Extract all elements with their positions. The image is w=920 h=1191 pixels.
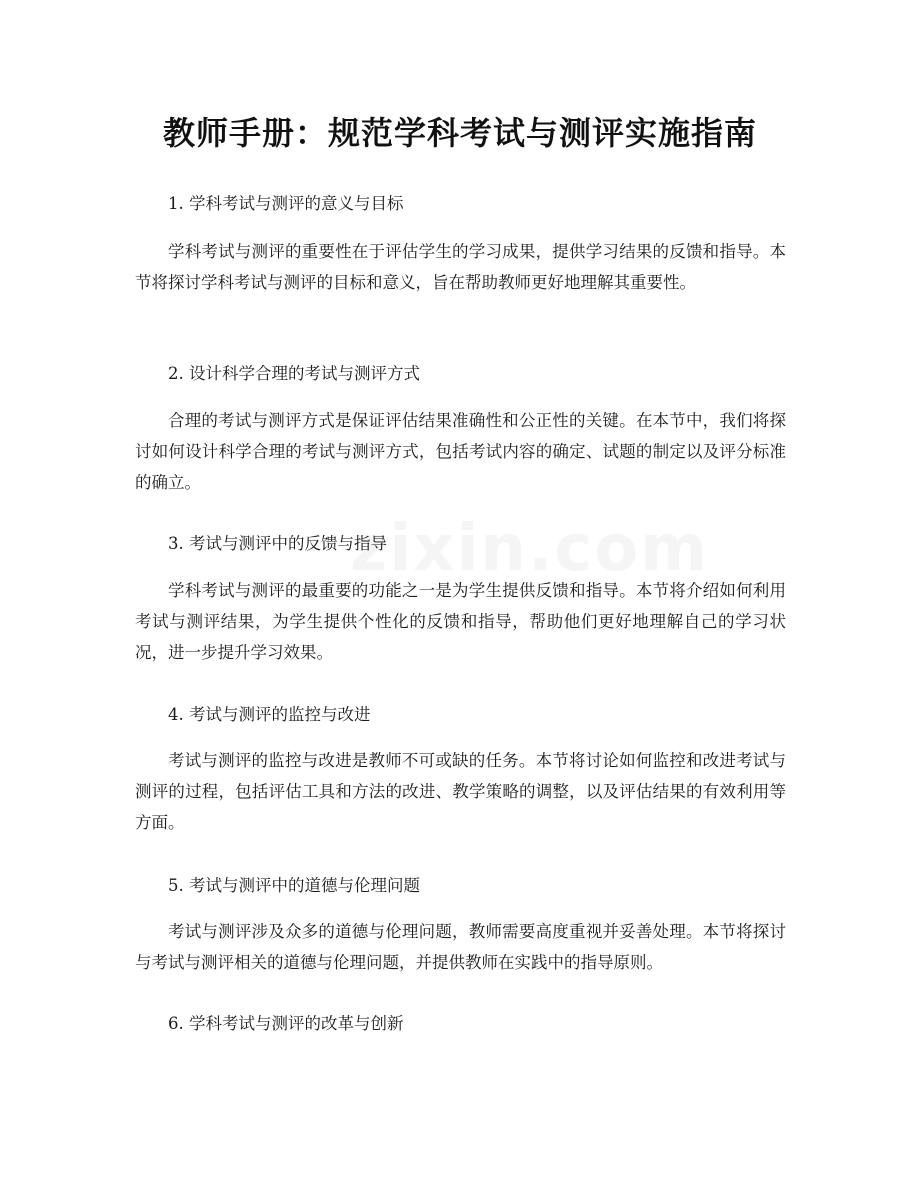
watermark: zixin.com xyxy=(350,512,709,586)
section-heading-3: 3. 考试与测评中的反馈与指导 xyxy=(168,534,387,553)
section-heading-5: 5. 考试与测评中的道德与伦理问题 xyxy=(168,876,420,895)
section-body-3: 学科考试与测评的最重要的功能之一是为学生提供反馈和指导。本节将介绍如何利用考试与测评结果，为学生提供个性化的反馈和指导，帮助他们更好地理解自己的学习状况，进一步提升学习效果。 xyxy=(135,581,786,662)
document-title: 教师手册：规范学科考试与测评实施指南 xyxy=(162,114,757,152)
section-heading-1: 1. 学科考试与测评的意义与目标 xyxy=(168,194,404,213)
section-heading-6: 6. 学科考试与测评的改革与创新 xyxy=(168,1014,404,1033)
section-body-5: 考试与测评涉及众多的道德与伦理问题，教师需要高度重视并妥善处理。本节将探讨与考试与测评相关的道德与伦理问题，并提供教师在实践中的指导原则。 xyxy=(135,922,786,972)
section-body-1: 学科考试与测评的重要性在于评估学生的学习成果，提供学习结果的反馈和指导。本节将探讨学科考试与测评的目标和意义，旨在帮助教师更好地理解其重要性。 xyxy=(135,242,786,292)
section-heading-4: 4. 考试与测评的监控与改进 xyxy=(168,705,371,724)
section-heading-2: 2. 设计科学合理的考试与测评方式 xyxy=(168,364,420,383)
section-body-2: 合理的考试与测评方式是保证评估结果准确性和公正性的关键。在本节中，我们将探讨如何设计科学合理的考试与测评方式，包括考试内容的确定、试题的制定以及评分标准的确立。 xyxy=(135,411,786,492)
section-body-4: 考试与测评的监控与改进是教师不可或缺的任务。本节将讨论如何监控和改进考试与测评的过程，包括评估工具和方法的改进、教学策略的调整，以及评估结果的有效利用等方面。 xyxy=(135,751,786,832)
